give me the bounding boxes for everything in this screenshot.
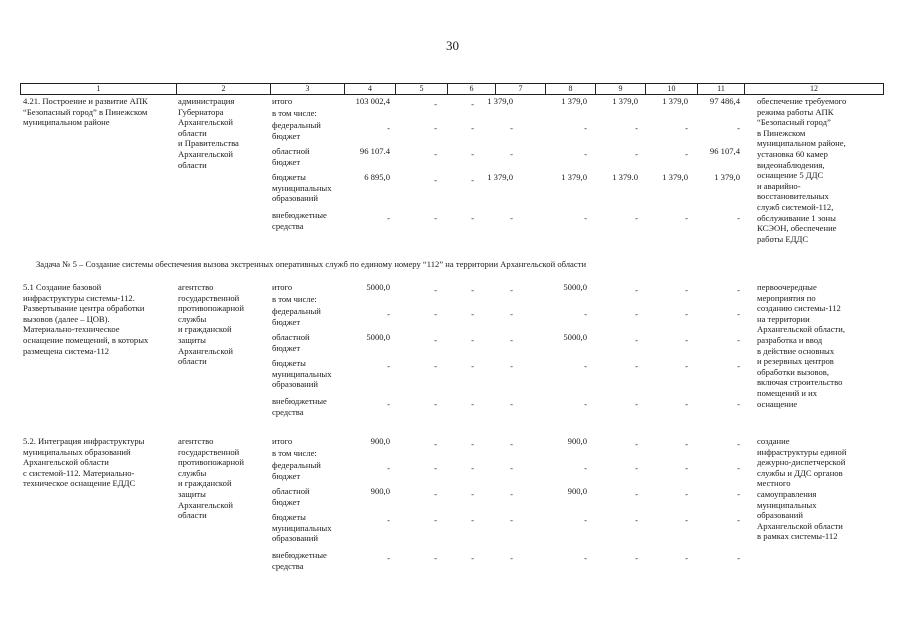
funding-value: - <box>510 361 513 371</box>
funding-value: 5000,0 <box>366 332 390 342</box>
funding-value: - <box>387 123 390 133</box>
header-col-5: 5 <box>395 84 447 94</box>
funding-value: - <box>471 361 474 371</box>
funding-value: - <box>737 439 740 449</box>
funding-value: - <box>685 335 688 345</box>
funding-value: - <box>471 439 474 449</box>
result-line: созданию системы-112 <box>757 303 841 314</box>
funding-value: 900,0 <box>370 486 390 496</box>
result-line: обработки вызовов, <box>757 366 829 377</box>
result-line: обеспечение требуемого <box>757 96 847 106</box>
executor-line: Архангельской <box>178 148 233 159</box>
funding-value: - <box>471 309 474 319</box>
measure-name-line: техническое оснащение ЕДДС <box>23 478 136 489</box>
measure-name-line: размещена система-112 <box>23 345 110 356</box>
header-col-9: 9 <box>595 84 645 94</box>
executor-line: Губернатора <box>178 106 224 117</box>
funding-category-line: образований <box>272 379 318 390</box>
funding-value: - <box>510 149 513 159</box>
funding-value: - <box>387 309 390 319</box>
result-line: в рамках системы-112 <box>757 531 838 542</box>
result-line: служб системой-112, <box>757 201 834 212</box>
funding-value: - <box>737 335 740 345</box>
funding-value: - <box>635 439 638 449</box>
header-col-2: 2 <box>176 84 270 94</box>
executor-line: и гражданской <box>178 478 232 489</box>
executor-line: области <box>178 127 207 138</box>
funding-value: - <box>471 399 474 409</box>
funding-value: - <box>584 399 587 409</box>
result-line: и резервных центров <box>757 356 834 367</box>
measure-name-line: оснащение помещений, в которых <box>23 334 149 345</box>
funding-value: - <box>584 309 587 319</box>
measure-name-line: муниципальных образований <box>23 446 131 457</box>
header-col-12: 12 <box>744 84 884 94</box>
result-line: на территории <box>757 313 810 324</box>
result-line: службы и ДДС органов <box>757 467 843 478</box>
funding-category-line: федеральный <box>272 460 321 470</box>
funding-value: 1 379,0 <box>612 96 638 106</box>
funding-value: - <box>434 553 437 563</box>
table-header-row <box>20 83 884 95</box>
funding-value: 1 379.0 <box>612 172 638 182</box>
funding-value: - <box>471 553 474 563</box>
result-line: муниципальном районе, <box>757 138 846 149</box>
funding-category-line: итого <box>272 436 293 446</box>
measure-name-line: 5.1 Создание базовой <box>23 282 102 292</box>
funding-value: - <box>737 515 740 525</box>
funding-category-line: муниципальных <box>272 182 332 193</box>
funding-category-line: бюджет <box>272 130 301 141</box>
funding-value: - <box>635 463 638 473</box>
expected-result <box>757 436 867 542</box>
header-col-3: 3 <box>270 84 344 94</box>
measure-name-line: инфраструктуры системы-112. <box>23 292 135 303</box>
funding-value: - <box>471 175 474 185</box>
funding-value: 5000,0 <box>563 282 587 292</box>
funding-value: - <box>685 309 688 319</box>
funding-category-line: бюджет <box>272 342 301 353</box>
funding-value: - <box>471 99 474 109</box>
funding-value: - <box>387 463 390 473</box>
funding-value: - <box>434 149 437 159</box>
measure-name <box>23 282 173 356</box>
funding-value: - <box>685 489 688 499</box>
funding-value: - <box>510 553 513 563</box>
executor-line: Архангельской <box>178 345 233 356</box>
funding-value: - <box>685 399 688 409</box>
result-line: местного <box>757 478 791 489</box>
executor-line: государственной <box>178 292 240 303</box>
result-line: режима работы АПК <box>757 106 834 117</box>
measure-name-line: “Безопасный город” в Пинежском <box>23 106 148 117</box>
funding-value: - <box>685 553 688 563</box>
header-col-1: 1 <box>20 84 176 94</box>
funding-value: 1 379,0 <box>714 172 740 182</box>
funding-value: - <box>434 361 437 371</box>
funding-category-line: бюджеты <box>272 512 306 522</box>
result-line: работы ЕДДС <box>757 233 809 244</box>
funding-value: - <box>635 123 638 133</box>
funding-value: - <box>685 123 688 133</box>
executor-line: Архангельской <box>178 499 233 510</box>
funding-category-line: бюджеты <box>272 358 306 368</box>
funding-value: - <box>584 463 587 473</box>
funding-category-line: внебюджетные <box>272 550 327 560</box>
funding-value: - <box>434 309 437 319</box>
funding-value: 96 107.4 <box>359 146 390 156</box>
funding-value: - <box>685 149 688 159</box>
result-line: образований <box>757 510 803 521</box>
funding-value: - <box>471 213 474 223</box>
funding-value: - <box>510 439 513 449</box>
result-line: разработка и ввод <box>757 334 823 345</box>
executor <box>178 96 268 170</box>
funding-category-line: бюджет <box>272 316 301 327</box>
funding-value: - <box>434 123 437 133</box>
funding-category-line: федеральный <box>272 120 321 130</box>
funding-category-line: внебюджетные <box>272 396 327 406</box>
funding-value: - <box>471 515 474 525</box>
result-line: в действие основных <box>757 345 835 356</box>
result-line: в Пинежском <box>757 127 806 138</box>
result-line: видеонаблюдения, <box>757 159 825 170</box>
funding-value: 96 107,4 <box>709 146 740 156</box>
funding-value: 5000,0 <box>563 332 587 342</box>
funding-value: - <box>471 149 474 159</box>
measure-name-line: с системой-112. Материально- <box>23 467 135 478</box>
measure-name-line: Материально-техническое <box>23 324 120 335</box>
result-line: КСЭОН, обеспечение <box>757 223 837 234</box>
result-line: самоуправления <box>757 488 817 499</box>
measure-name-line: 4.21. Построение и развитие АПК <box>23 96 148 106</box>
funding-value: - <box>584 123 587 133</box>
funding-value: - <box>737 489 740 499</box>
funding-category-line: областной <box>272 146 310 156</box>
funding-value: - <box>737 213 740 223</box>
funding-value: 900,0 <box>567 436 587 446</box>
funding-value: - <box>434 99 437 109</box>
funding-value: - <box>387 515 390 525</box>
measure-name <box>23 96 173 128</box>
funding-value: - <box>434 399 437 409</box>
funding-value: 6 895,0 <box>364 172 390 182</box>
funding-value: - <box>737 309 740 319</box>
header-col-10: 10 <box>645 84 697 94</box>
funding-value: - <box>434 489 437 499</box>
funding-value: - <box>685 439 688 449</box>
result-line: Архангельской области <box>757 520 843 531</box>
funding-value: - <box>737 123 740 133</box>
funding-value: - <box>510 463 513 473</box>
result-line: и аварийно- <box>757 180 801 191</box>
expected-result <box>757 96 867 244</box>
funding-value: - <box>635 213 638 223</box>
funding-value: - <box>434 175 437 185</box>
executor-line: агентство <box>178 282 214 292</box>
result-line: установка 60 камер <box>757 148 828 159</box>
result-line: восстановительных <box>757 191 829 202</box>
funding-value: - <box>584 515 587 525</box>
funding-value: - <box>635 361 638 371</box>
funding-category <box>272 108 344 119</box>
funding-category <box>272 448 344 459</box>
measure-name-line: вызовов (далее – ЦОВ). <box>23 313 110 324</box>
funding-value: - <box>635 489 638 499</box>
result-line: включая строительство <box>757 377 843 388</box>
result-line: инфраструктуры единой <box>757 446 847 457</box>
funding-value: - <box>434 335 437 345</box>
funding-category-line: образований <box>272 193 318 204</box>
funding-value: - <box>635 399 638 409</box>
result-line: обслуживание 1 зоны <box>757 212 836 223</box>
funding-category-line: в том числе: <box>272 294 317 304</box>
funding-value: 103 002,4 <box>355 96 390 106</box>
funding-category-line: внебюджетные <box>272 210 327 220</box>
executor-line: защиты <box>178 334 206 345</box>
header-col-7: 7 <box>495 84 545 94</box>
executor-line: Архангельской <box>178 117 233 128</box>
funding-value: - <box>510 309 513 319</box>
executor-line: области <box>178 159 207 170</box>
funding-value: - <box>685 213 688 223</box>
executor <box>178 436 268 521</box>
measure-name <box>23 436 173 489</box>
funding-value: - <box>635 515 638 525</box>
funding-category-line: областной <box>272 486 310 496</box>
funding-value: 1 379,0 <box>662 96 688 106</box>
funding-category-line: средства <box>272 220 304 231</box>
executor-line: противопожарной <box>178 303 244 314</box>
funding-category-line: в том числе: <box>272 108 317 118</box>
funding-value: - <box>471 489 474 499</box>
result-line: муниципальных <box>757 499 817 510</box>
funding-value: - <box>685 361 688 371</box>
header-col-11: 11 <box>697 84 744 94</box>
funding-value: 1 379,0 <box>487 96 513 106</box>
funding-value: - <box>387 361 390 371</box>
executor-line: и гражданской <box>178 324 232 335</box>
executor-line: администрация <box>178 96 235 106</box>
funding-value: - <box>635 285 638 295</box>
funding-value: - <box>584 213 587 223</box>
executor-line: и Правительства <box>178 138 239 149</box>
funding-value: - <box>510 489 513 499</box>
funding-value: - <box>685 515 688 525</box>
expected-result <box>757 282 867 409</box>
funding-value: - <box>434 463 437 473</box>
funding-value: - <box>635 553 638 563</box>
funding-value: - <box>471 463 474 473</box>
funding-value: 900,0 <box>370 436 390 446</box>
funding-category-line: средства <box>272 560 304 571</box>
funding-value: - <box>635 309 638 319</box>
funding-value: 1 379,0 <box>662 172 688 182</box>
result-line: оснащение <box>757 398 798 409</box>
funding-value: - <box>737 553 740 563</box>
funding-value: 5000,0 <box>366 282 390 292</box>
funding-value: - <box>434 213 437 223</box>
funding-category-line: бюджет <box>272 470 301 481</box>
funding-value: - <box>635 149 638 159</box>
result-line: мероприятия по <box>757 292 816 303</box>
funding-value: - <box>510 213 513 223</box>
funding-category-line: итого <box>272 282 293 292</box>
funding-value: - <box>471 285 474 295</box>
result-line: первоочередные <box>757 282 817 292</box>
funding-value: 1 379,0 <box>561 96 587 106</box>
header-col-6: 6 <box>447 84 495 94</box>
funding-category-line: итого <box>272 96 293 106</box>
funding-category-line: в том числе: <box>272 448 317 458</box>
funding-value: - <box>685 285 688 295</box>
funding-value: 1 379,0 <box>487 172 513 182</box>
funding-value: - <box>737 399 740 409</box>
funding-value: - <box>434 285 437 295</box>
funding-value: - <box>685 463 688 473</box>
funding-value: - <box>434 515 437 525</box>
funding-value: - <box>737 463 740 473</box>
result-line: оснащение 5 ДДС <box>757 170 824 181</box>
header-col-4: 4 <box>344 84 395 94</box>
funding-category-line: бюджеты <box>272 172 306 182</box>
measure-name-line: Развертывание центра обработки <box>23 303 145 314</box>
funding-value: - <box>737 285 740 295</box>
funding-value: 1 379,0 <box>561 172 587 182</box>
result-line: дежурно-диспетчерской <box>757 457 846 468</box>
funding-value: - <box>584 361 587 371</box>
executor-line: агентство <box>178 436 214 446</box>
measure-name-line: Архангельской области <box>23 457 109 468</box>
executor <box>178 282 268 367</box>
funding-category-line: областной <box>272 332 310 342</box>
funding-value: - <box>471 123 474 133</box>
funding-value: 97 486,4 <box>709 96 740 106</box>
funding-category-line: федеральный <box>272 306 321 316</box>
funding-value: - <box>510 399 513 409</box>
funding-value: 900,0 <box>567 486 587 496</box>
funding-category-line: средства <box>272 406 304 417</box>
funding-category-line: муниципальных <box>272 368 332 379</box>
measure-name-line: 5.2. Интеграция инфраструктуры <box>23 436 145 446</box>
funding-value: - <box>471 335 474 345</box>
executor-line: защиты <box>178 488 206 499</box>
executor-line: службы <box>178 467 207 478</box>
funding-value: - <box>387 399 390 409</box>
result-line: создание <box>757 436 790 446</box>
funding-value: - <box>584 553 587 563</box>
funding-category <box>272 294 344 305</box>
measure-name-line: муниципальном районе <box>23 117 110 128</box>
task-5-heading: Задача № 5 – Создание системы обеспечения вызова экстренных оперативных служб по единому номеру “112” на территории Архангельской области <box>36 259 587 269</box>
funding-value: - <box>510 285 513 295</box>
funding-value: - <box>635 335 638 345</box>
funding-value: - <box>434 439 437 449</box>
executor-line: области <box>178 356 207 367</box>
page-number: 30 <box>446 38 459 53</box>
funding-category-line: бюджет <box>272 156 301 167</box>
result-line: помещений и их <box>757 387 818 398</box>
funding-value: - <box>737 361 740 371</box>
executor-line: государственной <box>178 446 240 457</box>
funding-value: - <box>387 213 390 223</box>
executor-line: области <box>178 510 207 521</box>
funding-category-line: бюджет <box>272 496 301 507</box>
funding-value: - <box>584 149 587 159</box>
funding-value: - <box>387 553 390 563</box>
funding-value: - <box>510 515 513 525</box>
executor-line: службы <box>178 313 207 324</box>
result-line: “Безопасный город” <box>757 117 831 128</box>
result-line: Архангельской области, <box>757 324 846 335</box>
funding-value: - <box>510 335 513 345</box>
funding-category-line: образований <box>272 533 318 544</box>
header-col-8: 8 <box>545 84 595 94</box>
funding-category-line: муниципальных <box>272 522 332 533</box>
funding-value: - <box>510 123 513 133</box>
executor-line: противопожарной <box>178 457 244 468</box>
